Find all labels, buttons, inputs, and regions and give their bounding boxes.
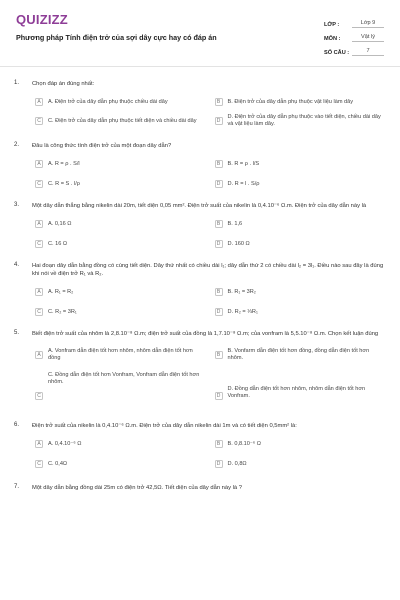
- option-b[interactable]: B B. R = ρ . l/S: [215, 160, 387, 168]
- question-text: Chọn đáp án đúng nhất:: [32, 81, 95, 87]
- option-c[interactable]: C C. 0,4Ω: [35, 460, 207, 468]
- option-a[interactable]: A A. Vonfram dẫn điện tốt hơn nhôm, nhôm dẫn điện tốt hơn đồng: [35, 348, 207, 362]
- meta-class: LỚP : Lớp 9: [324, 14, 384, 28]
- question-4: 4. Hai đoạn dây dẫn bằng đồng có cùng tiết diện. Dây thứ nhất có chiều dài l₁; dây dẫn thứ 2 có chiều dài l₂ = 3l₁. Điều nào sau đây là đúng khi nói về điện trở R₁ và R₂. A A. R₁ = R₂ B B. R₁ = 3R₂ C C. R₂ = 3R₁ D D. R₂ = ⅓R₁: [14, 262, 386, 316]
- options: [35, 98, 386, 128]
- option-a[interactable]: A A. 0,4.10⁻⁶ Ω: [35, 440, 207, 448]
- option-b[interactable]: B B. Điện trở của dây dẫn phụ thuộc vật liệu làm dây: [215, 98, 387, 106]
- option-a[interactable]: A A. R₁ = R₂: [35, 288, 207, 296]
- option-b[interactable]: B B. 1,6: [215, 220, 387, 228]
- question-2: 2. Đâu là công thức tính điện trở của một đoạn dây dẫn? A A. R = ρ . S/l B B. R = ρ . l/S C C. R = S . l/ρ D D. R = l . S/ρ: [14, 142, 386, 188]
- header-divider: [0, 66, 400, 67]
- quizizz-logo: QUIZIZZ: [16, 12, 68, 27]
- option-c[interactable]: C. Đồng dẫn điện tốt hơn Vonfram, Vonfram dẫn điện tốt hơn nhôm. C: [35, 372, 207, 400]
- question-list: [0, 78, 400, 492]
- meta-subject: MÔN : Vật lý: [324, 28, 384, 42]
- option-b[interactable]: B B. R₁ = 3R₂: [215, 288, 387, 296]
- option-c[interactable]: C C. Điện trở của dây dẫn phụ thuộc tiết diện và chiều dài dây: [35, 114, 207, 128]
- question-6: 6. Điện trở suất của nikelin là 0,4.10⁻⁶ Ω.m. Điện trở của dây dẫn nikelin dài 1m và có tiết diện 0,5mm² là: A A. 0,4.10⁻⁶ Ω B B. 0,8.10⁻⁶ Ω C C. 0,4Ω D D. 0,8Ω: [14, 422, 386, 468]
- question-text: Hai đoạn dây dẫn bằng đồng có cùng tiết diện. Dây thứ nhất có chiều dài l₁; dây dẫn thứ 2 có chiều dài l₂ = 3l₁. Điều nào sau đây là đúng khi nói về điện trở R₁ và R₂.: [32, 263, 384, 277]
- option-a[interactable]: A A. Điện trở của dây dẫn phụ thuộc chiều dài dây: [35, 98, 207, 106]
- question-text: Một dây dẫn thẳng bằng nikelin dài 20m, tiết diện 0,05 mm². Điện trở suất của nikelin là 0,4.10⁻⁶ Ω.m. Điện trở của dây dẫn này là: [32, 203, 367, 209]
- option-a[interactable]: A A. R = ρ . S/l: [35, 160, 207, 168]
- page-title: Phương pháp Tính điện trở của sợi dây cực hay có đáp án: [16, 33, 217, 42]
- option-b[interactable]: B B. 0,8.10⁻⁶ Ω: [215, 440, 387, 448]
- options: [35, 160, 386, 188]
- option-c[interactable]: C C. R = S . l/ρ: [35, 180, 207, 188]
- option-c[interactable]: C C. 16 Ω: [35, 240, 207, 248]
- question-text: Đâu là công thức tính điện trở của một đoạn dây dẫn?: [32, 143, 172, 149]
- question-text: Một dây dẫn bằng đồng dài 25m có điện trở 42,5Ω. Tiết diện của dây dẫn này là ?: [32, 485, 242, 491]
- option-d[interactable]: D D. R = l . S/ρ: [215, 180, 387, 188]
- meta-question-count: SỐ CÂU : 7: [324, 42, 384, 56]
- option-d[interactable]: D D. 160 Ω: [215, 240, 387, 248]
- meta-info: [324, 14, 384, 56]
- worksheet-header: [0, 0, 400, 66]
- question-7: 7. Một dây dẫn bằng đồng dài 25m có điện trở 42,5Ω. Tiết diện của dây dẫn này là ?: [14, 484, 386, 492]
- question-3: 3. Một dây dẫn thẳng bằng nikelin dài 20m, tiết diện 0,05 mm². Điện trở suất của nikelin là 0,4.10⁻⁶ Ω.m. Điện trở của dây dẫn này là A A. 0,16 Ω B B. 1,6 C C. 16 Ω D D. 160 Ω: [14, 202, 386, 248]
- options: [35, 220, 386, 248]
- option-c[interactable]: C C. R₂ = 3R₁: [35, 308, 207, 316]
- question-1: 1. Chọn đáp án đúng nhất: A A. Điện trở của dây dẫn phụ thuộc chiều dài dây B B. Điện trở của dây dẫn phụ thuộc vật liệu làm dây C C. Điện trở của dây dẫn phụ thuộc tiết diện và chiều dài dây D D. Điện trở của dây dẫn phụ thuộc vào tiết diện, chiều dài dây và vật liệu làm dây.: [14, 80, 386, 128]
- option-a[interactable]: A A. 0,16 Ω: [35, 220, 207, 228]
- option-d[interactable]: D D. R₂ = ⅓R₁: [215, 308, 387, 316]
- option-d[interactable]: D D. Điện trở của dây dẫn phụ thuộc vào tiết diện, chiều dài dây và vật liệu làm dây.: [215, 114, 387, 128]
- option-b[interactable]: B B. Vonfarm dẫn điện tốt hơn đồng, đồng dẫn điện tốt hơn nhôm.: [215, 348, 387, 362]
- question-text: Biết điện trở suất của nhôm là 2,8.10⁻⁸ Ω.m; điện trở suất của đồng là 1,7.10⁻⁸ Ω.m; của vonfram là 5,5.10⁻⁸ Ω.m. Chọn kết luận đúng: [32, 331, 379, 337]
- options: [35, 440, 386, 468]
- option-d[interactable]: D D. 0,8Ω: [215, 460, 387, 468]
- options: [35, 348, 386, 400]
- options: [35, 288, 386, 316]
- question-text: Điện trở suất của nikelin là 0,4.10⁻⁶ Ω.m. Điện trở của dây dẫn nikelin dài 1m và có tiết diện 0,5mm² là:: [32, 423, 297, 429]
- option-d[interactable]: D D. Đồng dẫn điện tốt hơn nhôm, nhôm dẫn điện tốt hơn Vonfram.: [215, 372, 387, 400]
- question-5: 5. Biết điện trở suất của nhôm là 2,8.10⁻⁸ Ω.m; điện trở suất của đồng là 1,7.10⁻⁸ Ω.m; của vonfram là 5,5.10⁻⁸ Ω.m. Chọn kết luận đúng A A. Vonfram dẫn điện tốt hơn nhôm, nhôm dẫn điện tốt hơn đồng B B. Vonfarm dẫn điện tốt hơn đồng, đồng dẫn điện tốt hơn nhôm. C. Đồng dẫn điện tốt hơn Vonfram, Vonfram dẫn điện tốt hơn nhôm. C D D. Đồng dẫn điện tốt hơn nhôm, nhôm dẫn điện tốt hơn Vonfram.: [14, 330, 386, 400]
